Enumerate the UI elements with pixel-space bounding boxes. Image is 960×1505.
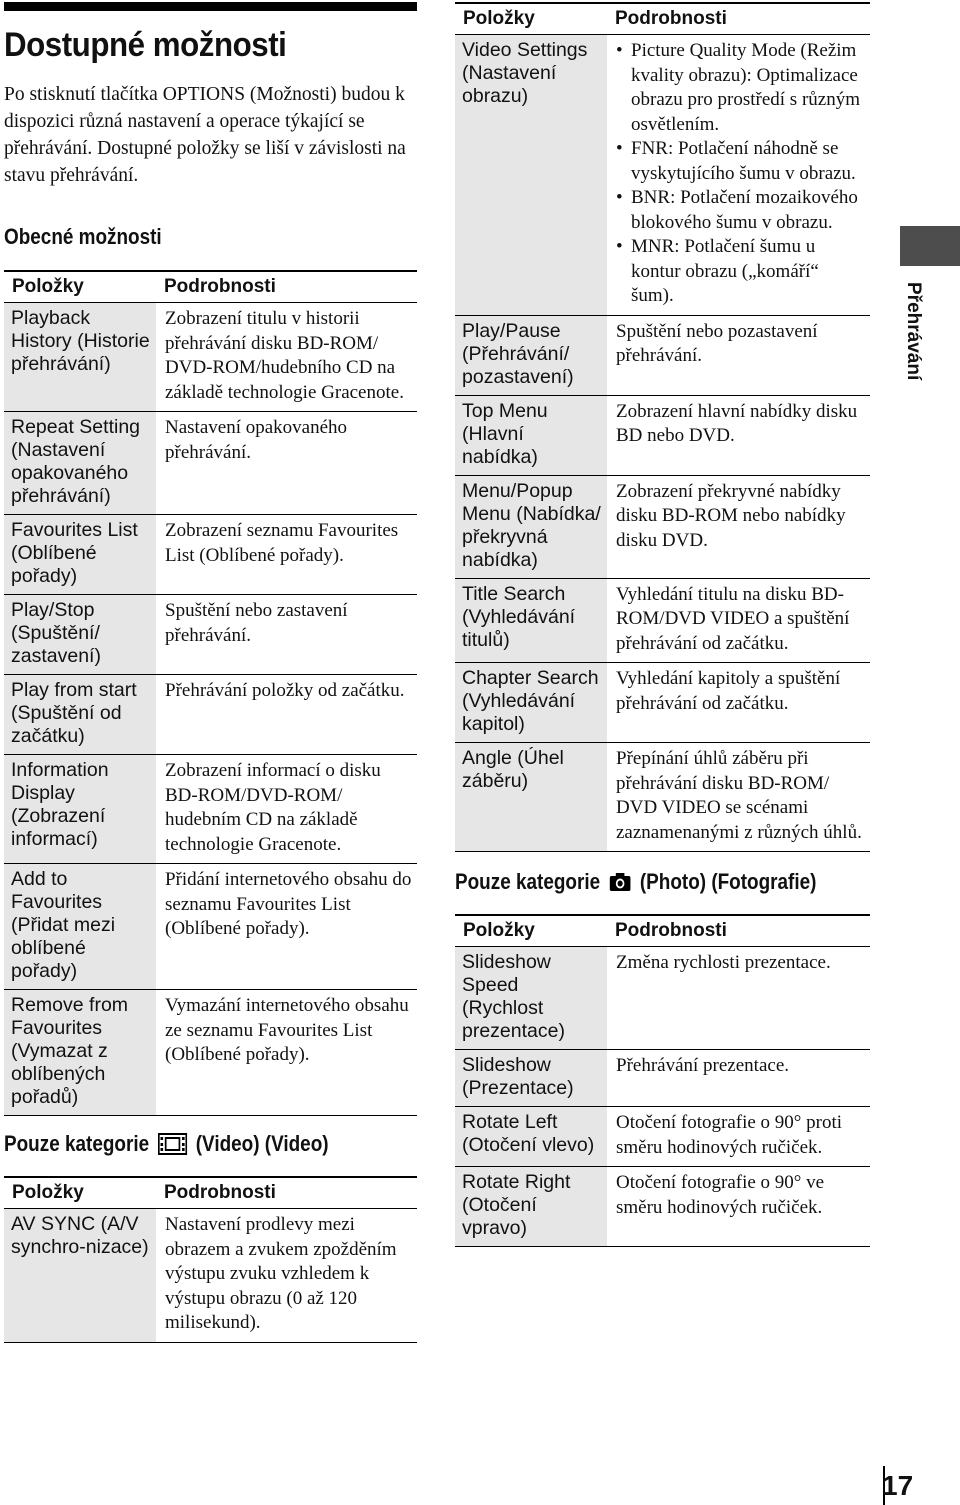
option-item: Favourites List (Oblíbené pořady) xyxy=(4,515,156,595)
table-row xyxy=(455,1107,870,1167)
list-item: • FNR: Potlačení náhodně se vyskytujícího šumu v obrazu. xyxy=(616,137,866,186)
col-header-details: Podrobnosti xyxy=(156,1177,417,1209)
col-header-details: Podrobnosti xyxy=(607,915,870,947)
option-detail: Přehrávání položky od začátku. xyxy=(156,675,417,755)
option-detail: Spuštění nebo zastavení přehrávání. xyxy=(156,595,417,675)
option-detail: Zobrazení informací o disku BD-ROM/DVD-ROM/ hudebním CD na základě technologie Gracenote. xyxy=(156,755,417,864)
table-row xyxy=(4,412,417,515)
option-detail: Zobrazení seznamu Favourites List (Oblíbené pořady). xyxy=(156,515,417,595)
option-item: Remove from Favourites (Vymazat z oblíbených pořadů) xyxy=(4,990,156,1116)
film-icon xyxy=(158,1133,187,1155)
table-row xyxy=(4,303,417,412)
table-row xyxy=(455,35,870,316)
option-detail: Změna rychlosti prezentace. xyxy=(607,947,870,1050)
table-row xyxy=(455,1167,870,1247)
option-item: Top Menu (Hlavní nabídka) xyxy=(455,395,607,475)
general-options-table-continued xyxy=(455,2,870,852)
table-row xyxy=(4,515,417,595)
option-item: AV SYNC (A/V synchro-nizace) xyxy=(4,1209,156,1343)
col-header-items: Položky xyxy=(4,1177,156,1209)
option-detail: Vyhledání titulu na disku BD-ROM/DVD VIDEO a spuštění přehrávání od začátku. xyxy=(607,578,870,663)
option-detail: Vymazání internetového obsahu ze seznamu Favourites List (Oblíbené pořady). xyxy=(156,990,417,1116)
photo-heading-suffix: (Photo) (Fotografie) xyxy=(639,869,817,894)
option-detail: Vyhledání kapitoly a spuštění přehrávání od začátku. xyxy=(607,663,870,743)
option-detail xyxy=(607,35,870,316)
option-detail: Zobrazení překryvné nabídky disku BD-ROM nebo nabídky disku DVD. xyxy=(607,475,870,578)
option-detail: Přidání internetového obsahu do seznamu Favourites List (Oblíbené pořady). xyxy=(156,864,417,990)
side-label-text: Přehrávání xyxy=(903,282,924,381)
table-row xyxy=(455,395,870,475)
table-row xyxy=(4,595,417,675)
bullet-list xyxy=(616,39,866,309)
page-number: 17 xyxy=(882,1470,914,1501)
video-only-heading xyxy=(4,1130,359,1158)
photo-heading-prefix: Pouze kategorie xyxy=(455,869,601,894)
table-row xyxy=(455,663,870,743)
table-row xyxy=(4,675,417,755)
table-row xyxy=(4,864,417,990)
option-item: Add to Favourites (Přidat mezi oblíbené pořady) xyxy=(4,864,156,990)
option-detail: Přehrávání prezentace. xyxy=(607,1050,870,1107)
option-item: Play/Stop (Spuštění/ zastavení) xyxy=(4,595,156,675)
top-rule xyxy=(4,2,417,11)
option-item: Rotate Right (Otočení vpravo) xyxy=(455,1167,607,1247)
option-detail: Otočení fotografie o 90° ve směru hodinových ručiček. xyxy=(607,1167,870,1247)
option-item: Title Search (Vyhledávání titulů) xyxy=(455,578,607,663)
video-options-table xyxy=(4,1176,417,1343)
table-row xyxy=(455,1050,870,1107)
col-header-details: Podrobnosti xyxy=(156,271,417,303)
list-item: • Picture Quality Mode (Režim kvality obrazu): Optimalizace obrazu pro prostředí s různým osvětlením. xyxy=(616,39,866,137)
option-item: Playback History (Historie přehrávání) xyxy=(4,303,156,412)
list-item: • BNR: Potlačení mozaikového blokového šumu v obrazu. xyxy=(616,186,866,235)
intro-text: Po stisknutí tlačítka OPTIONS (Možnosti) budou k dispozici různá nastavení a operace týkající se přehrávání. Dostupné položky se liší v závislosti na stavu přehrávání. xyxy=(4,84,406,186)
option-detail: Spuštění nebo pozastavení přehrávání. xyxy=(607,315,870,395)
option-item: Information Display (Zobrazení informací) xyxy=(4,755,156,864)
option-item: Chapter Search (Vyhledávání kapitol) xyxy=(455,663,607,743)
option-detail: Otočení fotografie o 90° proti směru hodinových ručiček. xyxy=(607,1107,870,1167)
section-side-label xyxy=(902,282,930,392)
table-row xyxy=(455,315,870,395)
general-options-heading: Obecné možnosti xyxy=(4,224,162,249)
option-item: Play from start (Spuštění od začátku) xyxy=(4,675,156,755)
table-row xyxy=(455,947,870,1050)
col-header-items: Položky xyxy=(4,271,156,303)
camera-icon xyxy=(609,871,631,891)
col-header-items: Položky xyxy=(455,915,607,947)
photo-options-table xyxy=(455,914,870,1247)
option-detail: Nastavení opakovaného přehrávání. xyxy=(156,412,417,515)
left-column xyxy=(4,0,417,1343)
option-item: Menu/Popup Menu (Nabídka/ překryvná nabídka) xyxy=(455,475,607,578)
list-item: • MNR: Potlačení šumu u kontur obrazu („komáří“ šum). xyxy=(616,235,866,309)
table-row xyxy=(4,755,417,864)
option-item: Slideshow Speed (Rychlost prezentace) xyxy=(455,947,607,1050)
photo-only-heading xyxy=(455,868,817,896)
table-row xyxy=(4,990,417,1116)
page-title: Dostupné možnosti xyxy=(4,26,287,64)
option-detail: Zobrazení hlavní nabídky disku BD nebo DVD. xyxy=(607,395,870,475)
option-item: Angle (Úhel záběru) xyxy=(455,743,607,852)
col-header-items: Položky xyxy=(455,3,607,35)
general-options-table xyxy=(4,270,417,1116)
option-detail: Zobrazení titulu v historii přehrávání disku BD-ROM/ DVD-ROM/hudebního CD na základě technologie Gracenote. xyxy=(156,303,417,412)
option-item: Play/Pause (Přehrávání/ pozastavení) xyxy=(455,315,607,395)
option-item: Slideshow (Prezentace) xyxy=(455,1050,607,1107)
table-row xyxy=(455,578,870,663)
table-row xyxy=(4,1209,417,1343)
section-tab-marker xyxy=(900,226,960,266)
table-row xyxy=(455,743,870,852)
table-row xyxy=(455,475,870,578)
option-item: Rotate Left (Otočení vlevo) xyxy=(455,1107,607,1167)
option-item: Video Settings (Nastavení obrazu) xyxy=(455,35,607,316)
video-heading-suffix: (Video) (Video) xyxy=(195,1131,329,1156)
col-header-details: Podrobnosti xyxy=(607,3,870,35)
option-detail: Přepínání úhlů záběru při přehrávání disku BD-ROM/ DVD VIDEO se scénami zaznamenanými z různých úhlů. xyxy=(607,743,870,852)
option-detail: Nastavení prodlevy mezi obrazem a zvukem zpožděním výstupu zvuku vzhledem k výstupu obrazu (0 až 120 milisekund). xyxy=(156,1209,417,1343)
video-heading-prefix: Pouze kategorie xyxy=(4,1131,150,1156)
option-item: Repeat Setting (Nastavení opakovaného přehrávání) xyxy=(4,412,156,515)
right-column xyxy=(455,0,870,1247)
